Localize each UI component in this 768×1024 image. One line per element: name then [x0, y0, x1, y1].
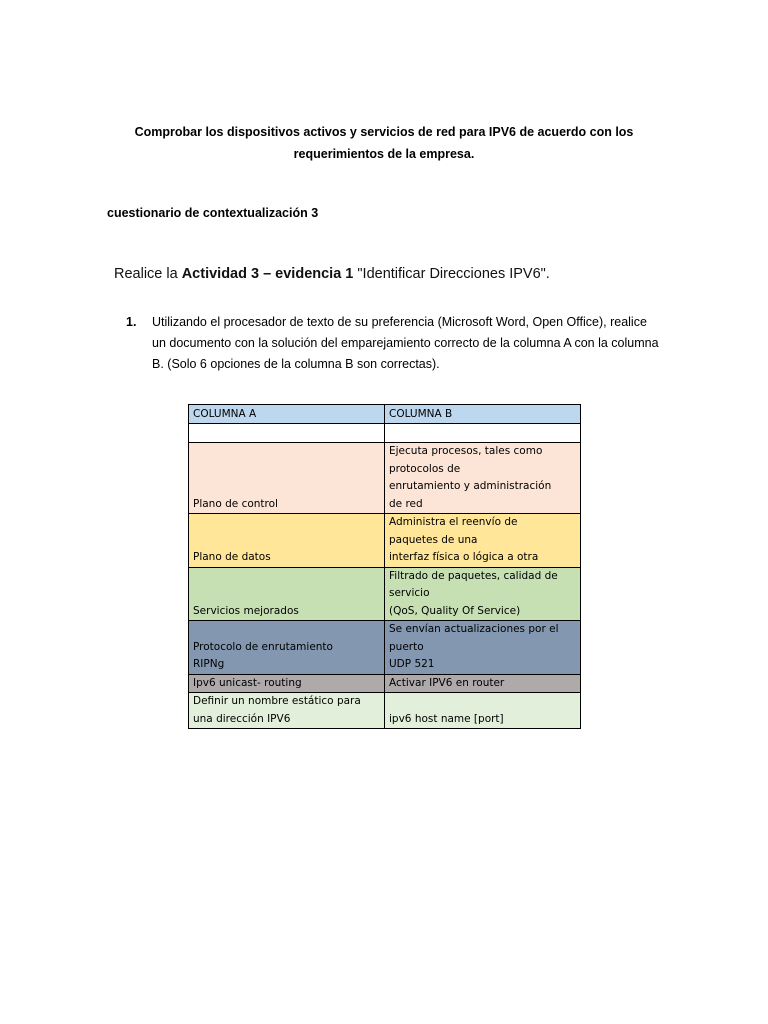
- table-empty-row: [189, 424, 581, 443]
- cell-columna-b: Administra el reenvío de paquetes de una interfaz física o lógica a otra: [385, 514, 581, 568]
- header-columna-a: COLUMNA A: [189, 405, 385, 424]
- table-header-row: [189, 405, 581, 424]
- cell-columna-a: Servicios mejorados: [189, 567, 385, 621]
- instruction-suffix: "Identificar Direcciones IPV6".: [353, 266, 550, 282]
- table-row: [189, 674, 581, 693]
- table-row: [189, 514, 581, 568]
- cell-columna-a: Protocolo de enrutamiento RIPNg: [189, 621, 385, 675]
- instruction-prefix: Realice la: [114, 266, 182, 282]
- question-item: [126, 312, 666, 375]
- document-title: Comprobar los dispositivos activos y servicios de red para IPV6 de acuerdo con los requerimientos de la empresa.: [134, 125, 634, 161]
- activity-instruction: [114, 263, 550, 285]
- table-row: [189, 621, 581, 675]
- header-columna-b: COLUMNA B: [385, 405, 581, 424]
- activity-name: Actividad 3 – evidencia 1: [181, 266, 354, 282]
- question-number: 1.: [126, 315, 137, 329]
- table-row: [189, 693, 581, 729]
- section-heading: cuestionario de contextualización 3: [107, 206, 319, 220]
- empty-cell-b: [385, 424, 581, 443]
- cell-columna-b: Se envían actualizaciones por el puerto UDP 521: [385, 621, 581, 675]
- cell-columna-a: Ipv6 unicast- routing: [189, 674, 385, 693]
- cell-columna-b: Activar IPV6 en router: [385, 674, 581, 693]
- cell-columna-b: Ejecuta procesos, tales como protocolos de enrutamiento y administración de red: [385, 443, 581, 514]
- cell-columna-a: Plano de control: [189, 443, 385, 514]
- cell-columna-b: Filtrado de paquetes, calidad de servicio (QoS, Quality Of Service): [385, 567, 581, 621]
- question-text: Utilizando el procesador de texto de su preferencia (Microsoft Word, Open Office), realice un documento con la solución del emparejamiento correcto de la columna A con la columna B. (Solo 6 opciones de la columna B son correctas).: [152, 315, 659, 371]
- cell-columna-a: Definir un nombre estático para una dirección IPV6: [189, 693, 385, 729]
- cell-columna-a: Plano de datos: [189, 514, 385, 568]
- matching-table: [188, 404, 581, 729]
- cell-columna-b: ipv6 host name [port]: [385, 693, 581, 729]
- table-row: [189, 443, 581, 514]
- empty-cell-a: [189, 424, 385, 443]
- table-row: [189, 567, 581, 621]
